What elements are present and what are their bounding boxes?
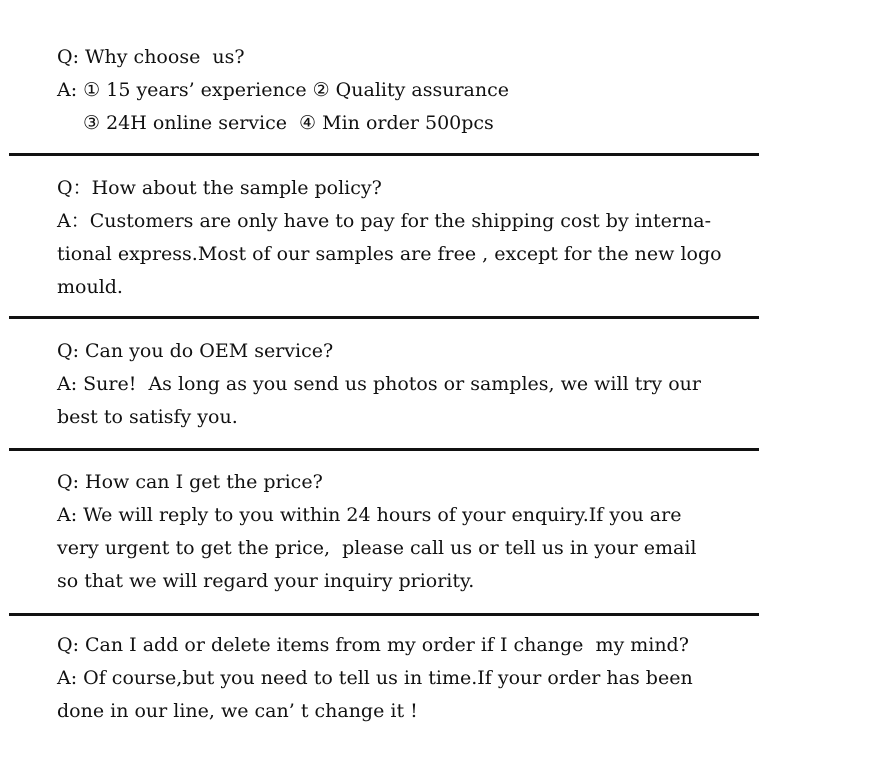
faq-item-change-order [57,629,757,728]
faq-item-sample-policy [57,172,757,304]
section-divider [9,153,759,156]
answer-text: mould. [57,276,123,298]
answer-text: so that we will regard your inquiry priority. [57,570,475,592]
answer-text: A: Of course,but you need to tell us in time.If your order has been [57,667,693,689]
answer-text: ③ 24H online service ④ Min order 500pcs [83,112,494,134]
faq-item-get-price [57,466,757,598]
answer-text: A: We will reply to you within 24 hours of your enquiry.If you are [57,504,682,526]
answer-text: best to satisfy you. [57,406,238,428]
answer-text: A: Sure! As long as you send us photos or samples, we will try our [57,373,701,395]
question-text: Q: Why choose us? [57,46,245,68]
question-text: Q: How can I get the price? [57,471,323,493]
faq-item-oem-service [57,335,757,434]
section-divider [9,316,759,319]
answer-text: very urgent to get the price, please call us or tell us in your email [57,537,697,559]
question-text: Q: Can I add or delete items from my order if I change my mind? [57,634,689,656]
faq-item-why-choose-us [57,41,757,140]
answer-text: A：Customers are only have to pay for the shipping cost by interna- [57,210,711,232]
section-divider [9,613,759,616]
answer-text: A: ① 15 years’ experience ② Quality assurance [57,79,509,101]
answer-text: tional express.Most of our samples are free , except for the new logo [57,243,722,265]
answer-text: done in our line, we can’ t change it ! [57,700,418,722]
section-divider [9,448,759,451]
question-text: Q：How about the sample policy? [57,177,382,199]
question-text: Q: Can you do OEM service? [57,340,334,362]
